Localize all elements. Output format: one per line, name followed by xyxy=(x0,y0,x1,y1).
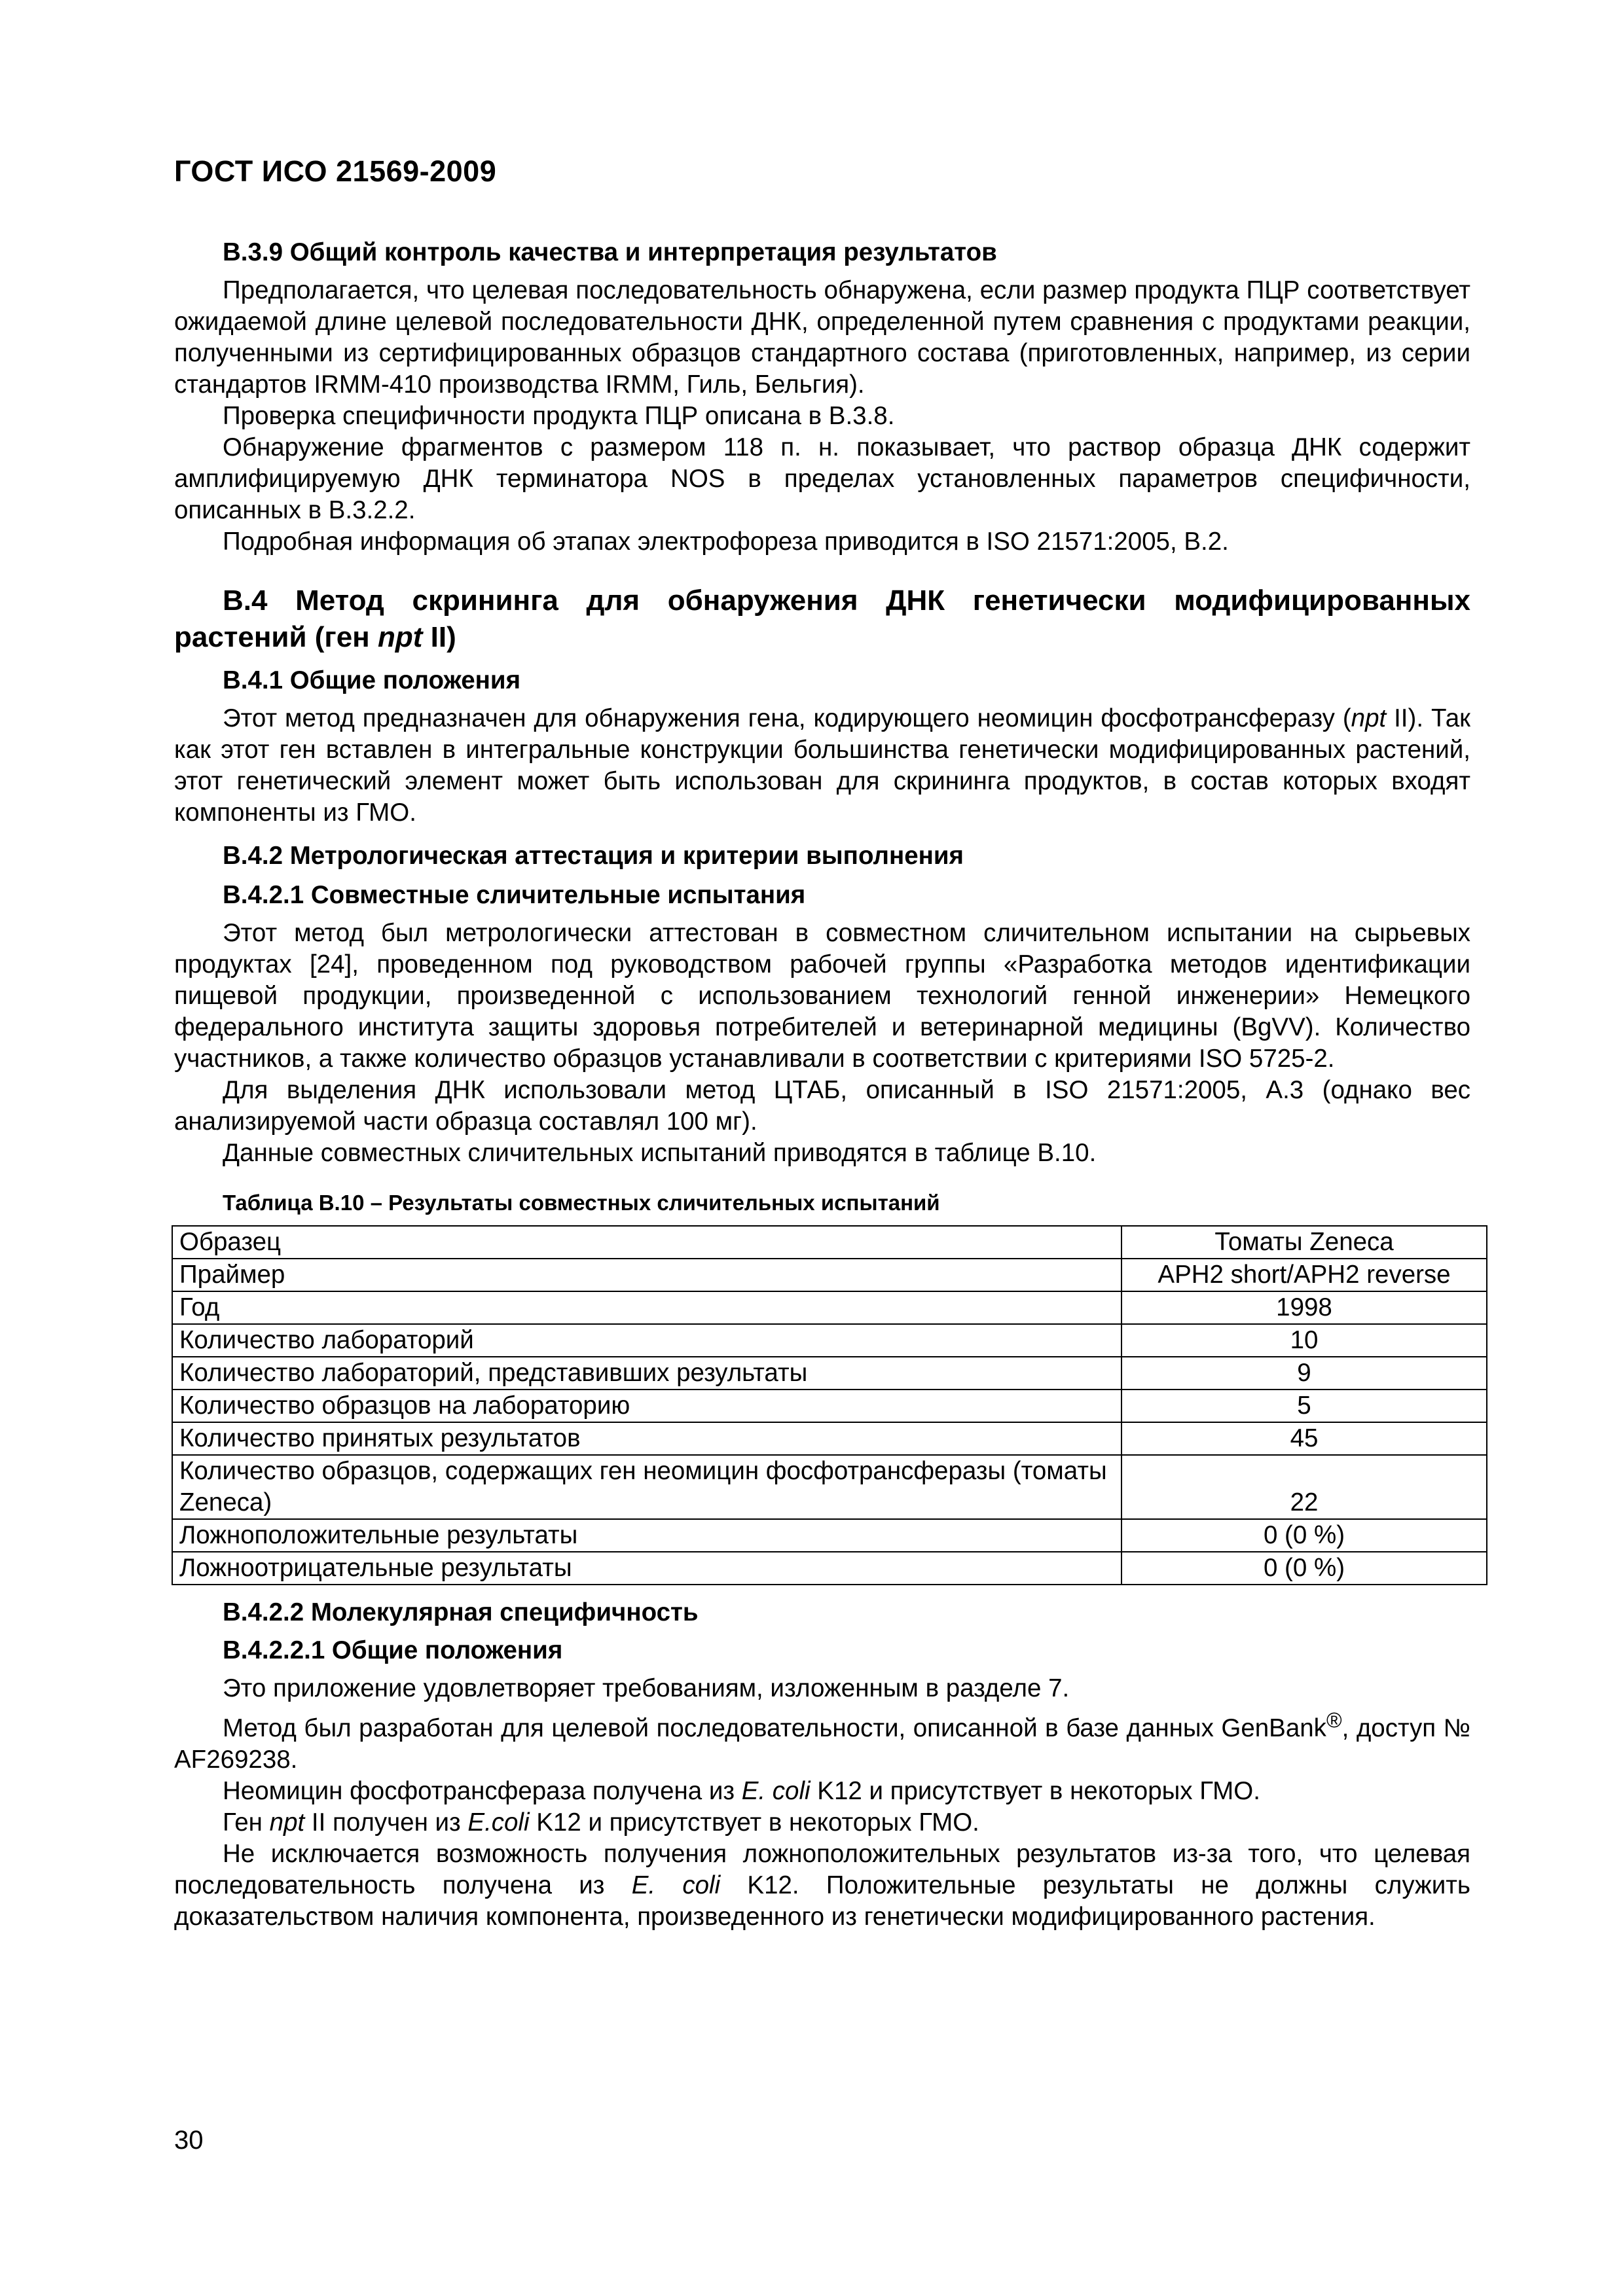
section-heading-b41: В.4.1 Общие положения xyxy=(223,666,521,694)
section-heading-b42: В.4.2 Метрологическая аттестация и критерии выполнения xyxy=(223,842,964,870)
table-row xyxy=(172,1552,1487,1585)
table-row xyxy=(172,1357,1487,1390)
paragraph: Данные совместных сличительных испытаний приводятся в таблице В.10. xyxy=(223,1139,1097,1167)
table-cell-label: Количество лабораторий xyxy=(172,1324,1122,1357)
table-cell-label: Образец xyxy=(172,1226,1122,1259)
section-heading-b39: В.3.9 Общий контроль качества и интерпретация результатов xyxy=(223,238,997,266)
table-row xyxy=(172,1324,1487,1357)
results-table xyxy=(172,1225,1487,1585)
paragraph: Предполагается, что целевая последовательность обнаружена, если размер продукта ПЦР соответствует ожидаемой длине целевой последовательности ДНК, определенной путем сравнения с продуктами реакции, полученными из сертифицированных образцов стандартного состава (приготовленных, например, из серии стандартов IRMM-410 производства IRMM, Гиль, Бельгия). xyxy=(174,276,1470,399)
paragraph: Подробная информация об этапах электрофореза приводится в ISO 21571:2005, В.2. xyxy=(223,528,1229,556)
table-cell-value: 22 xyxy=(1122,1455,1487,1519)
table-cell-label: Год xyxy=(172,1291,1122,1324)
table-cell-label: Количество образцов на лабораторию xyxy=(172,1390,1122,1422)
table-cell-label: Ложноположительные результаты xyxy=(172,1519,1122,1552)
table-row xyxy=(172,1390,1487,1422)
table-cell-label: Количество лабораторий, представивших результаты xyxy=(172,1357,1122,1390)
table-row xyxy=(172,1226,1487,1259)
table-row xyxy=(172,1455,1487,1519)
table-cell-value: Томаты Zeneca xyxy=(1122,1226,1487,1259)
table-caption: Таблица В.10 – Результаты совместных сличительных испытаний xyxy=(223,1191,940,1215)
table-cell-value: 10 xyxy=(1122,1324,1487,1357)
page-number: 30 xyxy=(174,2126,204,2155)
paragraph: Это приложение удовлетворяет требованиям, изложенным в разделе 7. xyxy=(223,1674,1070,1702)
paragraph: Для выделения ДНК использовали метод ЦТАБ, описанный в ISO 21571:2005, А.3 (однако вес анализируемой части образца составлял 100 мг). xyxy=(174,1076,1470,1136)
table-cell-value: 0 (0 %) xyxy=(1122,1552,1487,1585)
table-cell-label: Ложноотрицательные результаты xyxy=(172,1552,1122,1585)
table-row xyxy=(172,1259,1487,1291)
document-body xyxy=(174,232,1470,1933)
table-cell-value: 9 xyxy=(1122,1357,1487,1390)
paragraph: Не исключается возможность получения ложноположительных результатов из-за того, что целевая последовательность получена из E. coli K12. Положительные результаты не должны служить доказательством наличия компонента, произведенного из генетически модифицированного растения. xyxy=(174,1839,1470,1931)
table-row xyxy=(172,1291,1487,1324)
section-heading-b422: В.4.2.2 Молекулярная специфичность xyxy=(223,1598,699,1626)
table-row xyxy=(172,1422,1487,1455)
table-cell-value: 5 xyxy=(1122,1390,1487,1422)
table-cell-label: Количество образцов, содержащих ген неомицин фосфотрансферазы (томаты Zeneca) xyxy=(172,1455,1122,1519)
paragraph: Ген npt II получен из E.coli K12 и присутствует в некоторых ГМО. xyxy=(223,1808,979,1837)
table-cell-label: Праймер xyxy=(172,1259,1122,1291)
table-cell-value: APH2 short/APH2 reverse xyxy=(1122,1259,1487,1291)
table-cell-value: 0 (0 %) xyxy=(1122,1519,1487,1552)
paragraph: Этот метод был метрологически аттестован в совместном сличительном испытании на сырьевых продуктах [24], проведенном под руководством рабочей группы «Разработка методов идентификации пищевой продукции, произведенной с использованием технологий генной инженерии» Немецкого федерального института защиты здоровья потребителей и ветеринарной медицины (BgVV). Количество участников, а также количество образцов устанавливали в соответствии с критериями ISO 5725-2. xyxy=(174,919,1470,1073)
section-heading-b4: В.4 Метод скрининга для обнаружения ДНК генетически модифицированных растений (ген npt II) xyxy=(174,584,1470,653)
table-cell-value: 1998 xyxy=(1122,1291,1487,1324)
section-heading-b421: В.4.2.1 Совместные сличительные испытания xyxy=(223,881,806,909)
section-heading-b4221: В.4.2.2.1 Общие положения xyxy=(223,1636,563,1664)
paragraph: Этот метод предназначен для обнаружения гена, кодирующего неомицин фосфотрансферазу (npt II). Так как этот ген вставлен в интегральные конструкции большинства генетически модифицированных растений, этот генетический элемент может быть использован для скрининга продуктов, в состав которых входят компоненты из ГМО. xyxy=(174,704,1470,827)
paragraph: Метод был разработан для целевой последовательности, описанной в базе данных GenBank®, доступ № AF269238. xyxy=(174,1708,1470,1774)
paragraph: Неомицин фосфотрансфераза получена из E. coli K12 и присутствует в некоторых ГМО. xyxy=(223,1776,1260,1805)
table-cell-value: 45 xyxy=(1122,1422,1487,1455)
paragraph: Проверка специфичности продукта ПЦР описана в В.3.8. xyxy=(223,402,895,430)
table-row xyxy=(172,1519,1487,1552)
document-title: ГОСТ ИСО 21569-2009 xyxy=(174,154,497,188)
table-cell-label: Количество принятых результатов xyxy=(172,1422,1122,1455)
paragraph: Обнаружение фрагментов с размером 118 п. н. показывает, что раствор образца ДНК содержит амплифицируемую ДНК терминатора NOS в пределах установленных параметров специфичности, описанных в В.3.2.2. xyxy=(174,433,1470,524)
